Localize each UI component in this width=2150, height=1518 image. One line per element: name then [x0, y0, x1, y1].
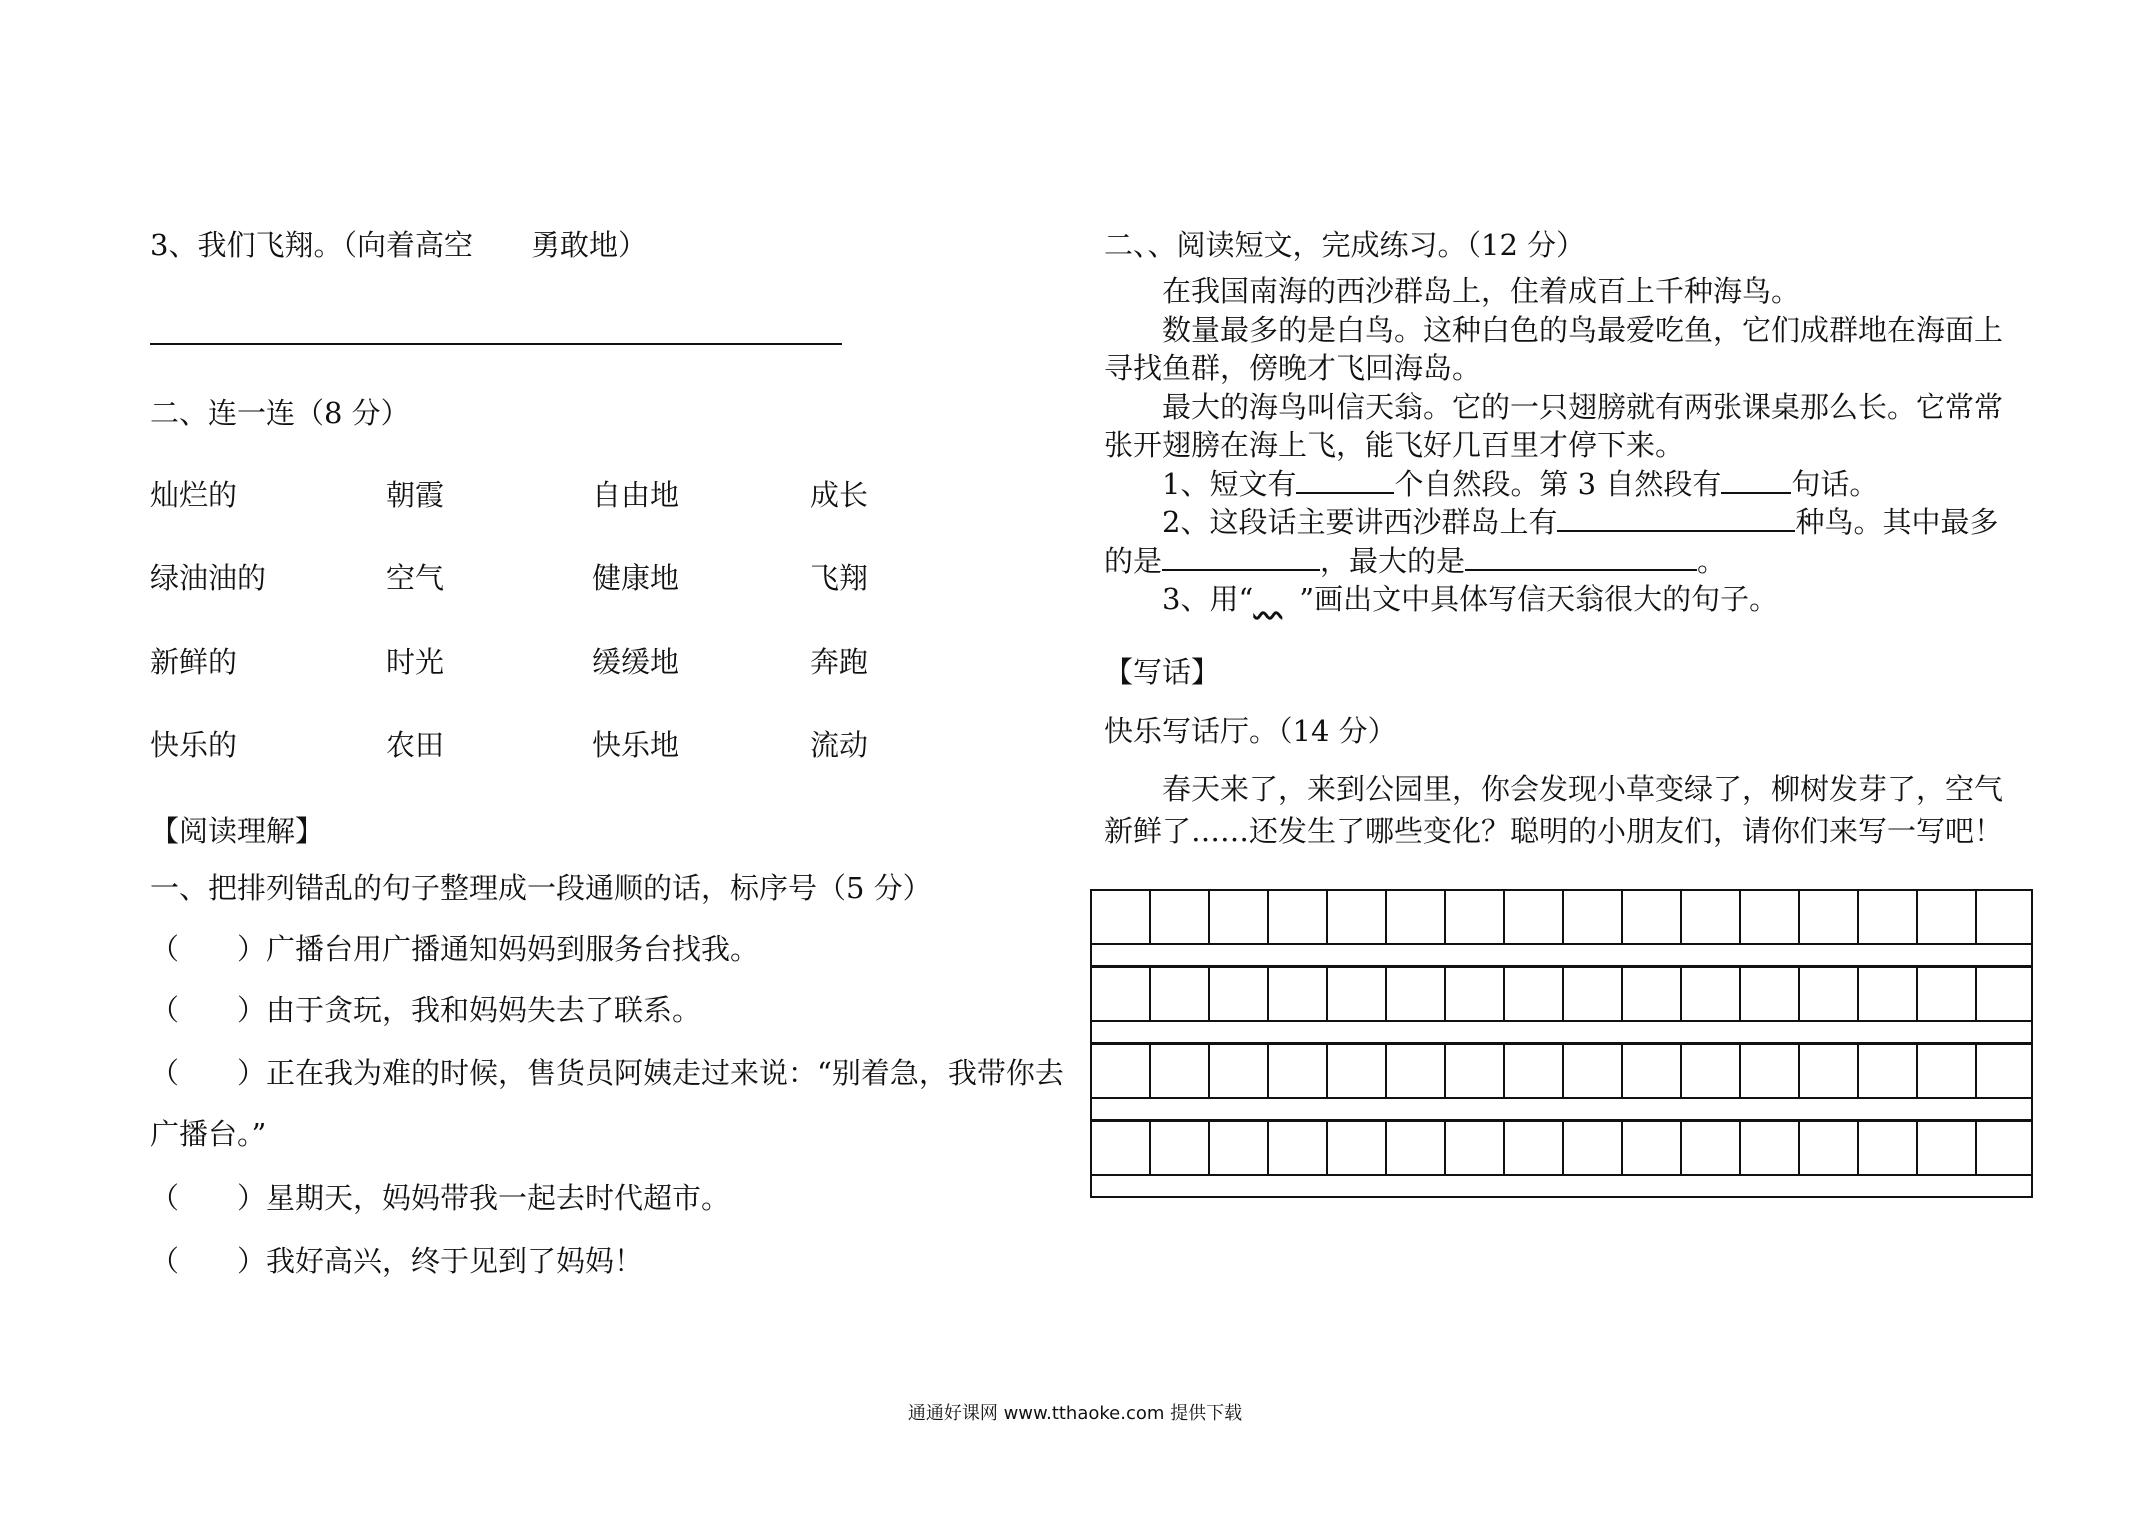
match-cell: 缓缓地: [592, 645, 680, 679]
passage-line: 张开翅膀在海上飞，能飞好几百里才停下来。: [1104, 428, 1685, 462]
match-cell: 成长: [810, 478, 869, 512]
writing-grid-row[interactable]: [1090, 1043, 2033, 1121]
match-cell: 新鲜的: [150, 645, 238, 679]
match-cell: 奔跑: [810, 645, 869, 679]
q1-text-c: 句话。: [1791, 467, 1879, 501]
passage-q2-line2: [1104, 541, 1726, 580]
reading-q1: 一、把排列错乱的句子整理成一段通顺的话，标序号（5 分）: [150, 871, 932, 905]
match-cell: 自由地: [592, 478, 680, 512]
sentence-item: （ ）星期天，妈妈带我一起去时代超市。: [150, 1181, 731, 1215]
q3-words: （向着高空 勇敢地）: [342, 228, 647, 262]
answer-blank[interactable]: [1557, 502, 1795, 532]
q2-text-d: ，最大的是: [1320, 544, 1466, 578]
sentence-item-continued: 广播台。”: [150, 1117, 267, 1151]
match-cell: 空气: [386, 561, 445, 595]
passage-line: 最大的海鸟叫信天翁。它的一只翅膀就有两张课桌那么长。它常常: [1162, 390, 2004, 424]
writing-prompt-line2: 新鲜了……还发生了哪些变化？聪明的小朋友们，请你们来写一写吧！: [1104, 814, 2004, 848]
q3-label: 3、我们飞翔。: [150, 228, 343, 262]
match-cell: 健康地: [592, 561, 680, 595]
passage-line: 寻找鱼群，傍晚才飞回海岛。: [1104, 351, 1482, 385]
match-title: 二、连一连（8 分）: [150, 396, 410, 430]
writing-prompt-line1: 春天来了，来到公园里，你会发现小草变绿了，柳树发芽了，空气: [1162, 772, 2004, 806]
q1-text-a: 1、短文有: [1162, 467, 1297, 501]
q1-text-b: 个自然段。第 3 自然段有: [1394, 467, 1722, 501]
match-cell: 农田: [386, 728, 445, 762]
match-cell: 快乐地: [592, 728, 680, 762]
reading-heading: 【阅读理解】: [150, 814, 325, 848]
match-cell: 时光: [386, 645, 445, 679]
passage-q2-line1: [1162, 502, 1998, 541]
answer-blank[interactable]: [1465, 541, 1697, 571]
passage-q1: [1162, 464, 1878, 503]
answer-blank[interactable]: [1721, 464, 1791, 494]
match-cell: 灿烂的: [150, 478, 238, 512]
q3-text-a: 3、用“: [1162, 582, 1254, 616]
q2-text-c: 的是: [1104, 544, 1163, 578]
writing-grid-row[interactable]: [1090, 1120, 2033, 1198]
match-cell: 朝霞: [386, 478, 445, 512]
writing-grid-row[interactable]: [1090, 889, 2033, 967]
passage-line: 在我国南海的西沙群岛上，住着成百上千种海鸟。: [1162, 274, 1801, 308]
q2-text-b: 种鸟。其中最多: [1795, 505, 1999, 539]
writing-grid-row[interactable]: [1090, 966, 2033, 1044]
sentence-item: （ ）由于贪玩，我和妈妈失去了联系。: [150, 993, 702, 1027]
match-cell: 绿油油的: [150, 561, 267, 595]
match-cell: 流动: [810, 728, 869, 762]
q2-text-e: 。: [1697, 544, 1727, 578]
passage-title: 二、、阅读短文，完成练习。（12 分）: [1104, 228, 1586, 262]
sentence-item: （ ）广播台用广播通知妈妈到服务台找我。: [150, 932, 760, 966]
passage-line: 数量最多的是白鸟。这种白色的鸟最爱吃鱼，它们成群地在海面上: [1162, 313, 2004, 347]
sentence-item: （ ）正在我为难的时候，售货员阿姨走过来说：“别着急，我带你去: [150, 1056, 1064, 1090]
answer-blank[interactable]: [1162, 541, 1320, 571]
writing-heading: 【写话】: [1104, 655, 1221, 689]
answer-blank[interactable]: [1296, 464, 1394, 494]
match-cell: 快乐的: [150, 728, 238, 762]
q3-answer-line: [150, 343, 842, 345]
wavy-underline-mark: [1253, 580, 1299, 608]
q3-text-b: ”画出文中具体写信天翁很大的句子。: [1299, 582, 1779, 616]
writing-task: 快乐写话厅。（14 分）: [1104, 714, 1397, 748]
sentence-item: （ ）我好高兴，终于见到了妈妈！: [150, 1244, 644, 1278]
match-cell: 飞翔: [810, 561, 869, 595]
footer-credit: 通通好课网 www.tthaoke.com 提供下载: [907, 1403, 1243, 1424]
q3-sentence: [150, 226, 647, 264]
q2-text-a: 2、这段话主要讲西沙群岛上有: [1162, 505, 1558, 539]
passage-q3: [1162, 580, 1778, 618]
